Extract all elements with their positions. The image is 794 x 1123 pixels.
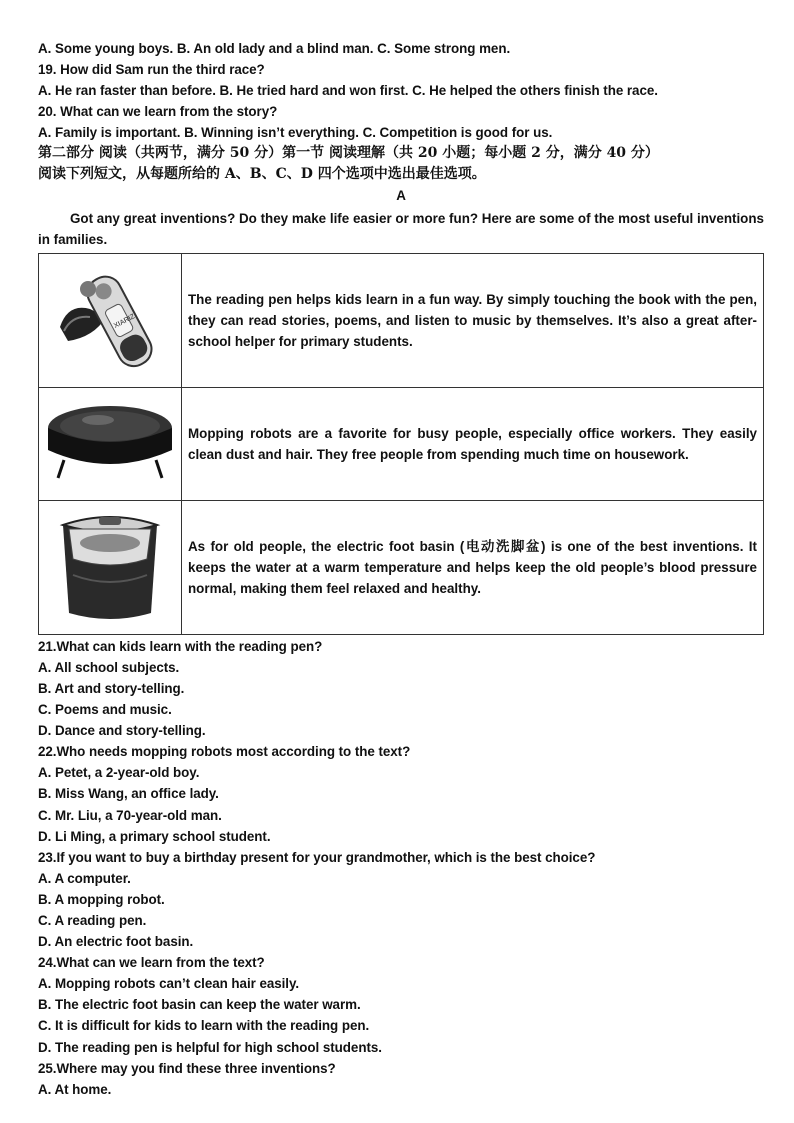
option-a: A. Mopping robots can’t clean hair easily. — [38, 976, 300, 992]
invention-image-cell — [39, 387, 182, 500]
foot-basin-icon — [55, 509, 165, 625]
question-19: 19. How did Sam run the third race? — [38, 62, 265, 78]
question-24: 24.What can we learn from the text? — [38, 955, 265, 971]
invention-description: Mopping robots are a favorite for busy people, especially office workers. They easily clean dust and hair. They free people from spending much time on housework. — [182, 387, 764, 500]
option-a: A. All school subjects. — [38, 659, 180, 675]
option-b: B. Art and story-telling. — [38, 680, 185, 696]
invention-image-cell — [39, 500, 182, 634]
question-21: 21.What can kids learn with the reading pen? — [38, 638, 323, 654]
mopping-robot-icon — [44, 398, 176, 490]
option-b: B. Miss Wang, an office lady. — [38, 786, 219, 802]
option-a: A. At home. — [38, 1081, 112, 1097]
option-line: A. Some young boys. B. An old lady and a blind man. C. Some strong men. — [38, 41, 511, 56]
option-a: A. Petet, a 2-year-old boy. — [38, 765, 200, 781]
option-c: C. A reading pen. — [38, 912, 147, 928]
passage-intro: Got any great inventions? Do they make life easier or more fun? Here are some of the most useful inventions in families. — [38, 210, 764, 247]
invention-row — [39, 500, 764, 634]
option-line: A. He ran faster than before. B. He tried hard and won first. C. He helped the others finish the race. — [38, 83, 658, 99]
passage-label: A — [396, 188, 406, 204]
invention-description: The reading pen helps kids learn in a fun way. By simply touching the book with the pen, they can read stories, poems, and listen to music by themselves. It’s also a great after-school helper for primary students. — [182, 253, 764, 387]
invention-description: As for old people, the electric foot basin (电动洗脚盆) is one of the best inventions. It keeps the water at a warm temperature and helps keep the old people’s blood pressure normal, making them feel relaxed and healthy. — [182, 500, 764, 634]
invention-row — [39, 387, 764, 500]
question-20: 20. What can we learn from the story? — [38, 104, 278, 120]
invention-image-cell — [39, 253, 182, 387]
pen-brand: XIARIZ — [112, 313, 137, 331]
option-d: D. Dance and story-telling. — [38, 723, 206, 739]
option-b: B. The electric foot basin can keep the water warm. — [38, 997, 361, 1013]
option-line: A. Family is important. B. Winning isn’t everything. C. Competition is good for us. — [38, 125, 553, 141]
section-instruction: 阅读下列短文，从每题所给的 A、B、C、D 四个选项中选出最佳选项。 — [38, 166, 486, 183]
inventions-table — [38, 253, 764, 635]
question-25: 25.Where may you find these three inventions? — [38, 1060, 336, 1076]
option-d: D. Li Ming, a primary school student. — [38, 828, 271, 844]
section-header: 第二部分 阅读（共两节，满分 50 分）第一节 阅读理解（共 20 小题；每小题 2 分，满分 40 分） — [38, 145, 659, 162]
option-c: C. Mr. Liu, a 70-year-old man. — [38, 807, 222, 823]
question-list — [38, 636, 764, 1100]
option-a: A. A computer. — [38, 870, 131, 886]
invention-row — [39, 253, 764, 387]
exam-page — [38, 38, 764, 1100]
question-23: 23.If you want to buy a birthday present for your grandmother, which is the best choice? — [38, 849, 596, 865]
option-c: C. Poems and music. — [38, 702, 172, 718]
reading-pen-icon — [50, 265, 170, 375]
option-d: D. The reading pen is helpful for high school students. — [38, 1039, 382, 1055]
option-c: C. It is difficult for kids to learn with the reading pen. — [38, 1018, 370, 1034]
option-b: B. A mopping robot. — [38, 891, 165, 907]
question-22: 22.Who needs mopping robots most according to the text? — [38, 744, 411, 760]
option-d: D. An electric foot basin. — [38, 934, 194, 950]
